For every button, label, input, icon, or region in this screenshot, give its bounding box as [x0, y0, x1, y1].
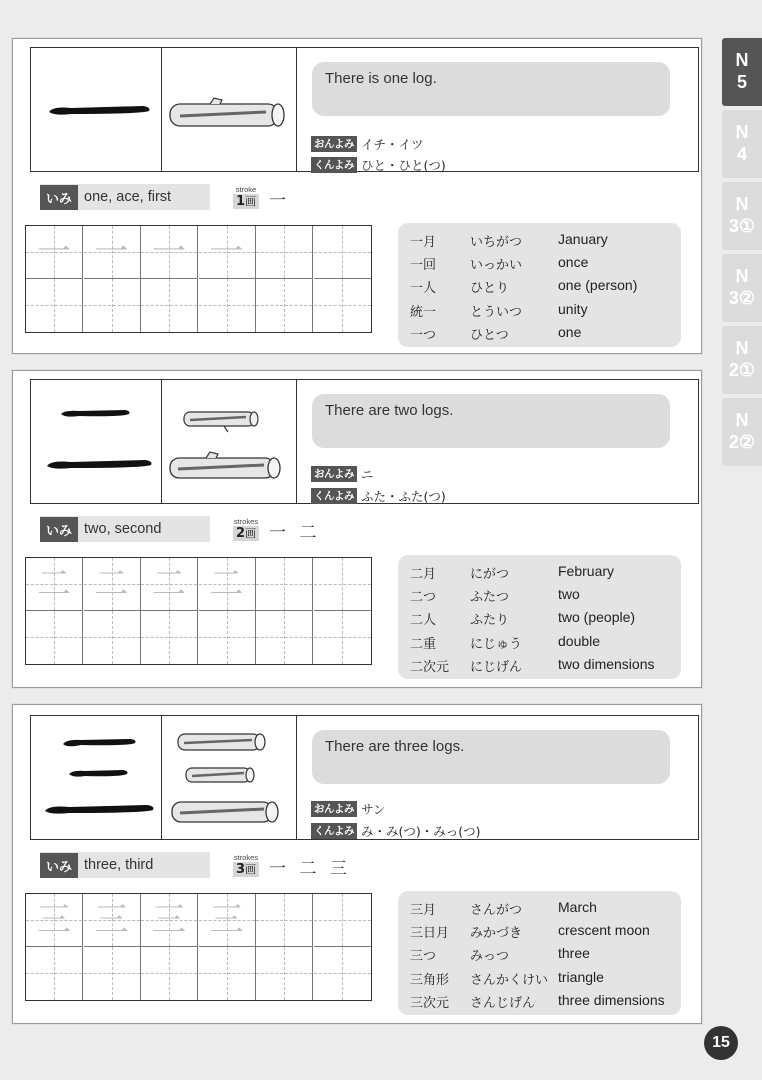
practice-grid[interactable] — [25, 893, 372, 1001]
trace-character: 三 — [37, 900, 71, 940]
trace-character: 二 — [94, 564, 129, 604]
log-icon — [162, 380, 296, 503]
kanji-brush-glyph — [31, 380, 162, 503]
onyomi-row — [311, 465, 374, 483]
tab-n3-1[interactable] — [722, 182, 762, 250]
trace-character: 一 — [94, 232, 129, 272]
onyomi-row — [311, 135, 424, 153]
practice-cell[interactable] — [314, 558, 371, 611]
onyomi-value: ニ — [361, 467, 374, 482]
kunyomi-row — [311, 156, 446, 174]
vocab-english: two dimensions — [558, 655, 655, 672]
brush-kanji-icon — [31, 716, 161, 839]
page-number: 15 — [704, 1026, 738, 1060]
vocab-kanji: 一人 — [410, 281, 437, 297]
practice-cell[interactable] — [256, 947, 313, 1000]
vocab-reading: さんかくけい — [470, 972, 549, 988]
stroke-count-label — [233, 518, 259, 541]
vocab-kanji: 二月 — [410, 567, 437, 582]
vocab-english: double — [558, 632, 601, 649]
vocab-english: March — [558, 899, 597, 915]
tab-label-bottom: 2② — [728, 432, 756, 452]
meaning-value: two, second — [84, 521, 162, 537]
brush-kanji-icon — [31, 48, 161, 171]
vocab-kanji: 統一 — [410, 304, 437, 320]
meaning-box — [40, 184, 210, 210]
vocab-reading: いっかい — [470, 258, 523, 274]
vocab-english: two (people) — [558, 609, 636, 626]
practice-cell[interactable] — [84, 894, 141, 947]
kanji-header-box — [30, 379, 699, 504]
stroke-sequence: 一 二 — [269, 523, 321, 543]
onyomi-value: イチ・イツ — [361, 137, 424, 152]
stroke-unit: 画 — [245, 527, 257, 540]
tab-n5[interactable] — [722, 38, 762, 106]
vocab-row — [410, 969, 604, 988]
practice-cell[interactable] — [256, 226, 313, 279]
example-sentence: There are three logs. — [312, 730, 670, 784]
vocab-kanji: 二重 — [410, 636, 437, 652]
practice-cell[interactable] — [256, 611, 313, 664]
practice-cell[interactable] — [141, 894, 198, 947]
tab-label-top: N — [735, 50, 749, 70]
vocab-reading: さんじげん — [470, 995, 536, 1011]
vocab-english: once — [558, 254, 589, 271]
tab-label-top: N — [735, 410, 749, 430]
stroke-unit: 画 — [245, 195, 257, 208]
vocab-row — [410, 922, 650, 941]
practice-cell[interactable] — [26, 894, 83, 947]
practice-cell[interactable] — [84, 947, 141, 1000]
vocab-row — [410, 899, 597, 918]
stroke-caption: strokes — [233, 853, 259, 862]
stroke-count-number: 3 — [236, 862, 246, 877]
example-sentence: There is one log. — [312, 62, 670, 116]
kunyomi-value: み・み(つ)・みっ(つ) — [361, 824, 481, 839]
kunyomi-tag: くんよみ — [311, 157, 357, 173]
vocab-english: three dimensions — [558, 991, 665, 1008]
practice-cell[interactable] — [141, 226, 198, 279]
vocab-row — [410, 586, 580, 605]
vocab-kanji: 三つ — [410, 949, 437, 965]
vocab-list — [398, 891, 681, 1015]
tab-label-bottom: 3② — [728, 288, 756, 308]
trace-character: 二 — [37, 564, 71, 604]
practice-cell[interactable] — [314, 611, 371, 664]
onyomi-value: サン — [361, 802, 386, 817]
vocab-reading: にじゅう — [470, 636, 523, 652]
vocab-english: one — [558, 323, 582, 340]
vocab-reading: みっつ — [470, 949, 510, 965]
trace-character: 一 — [209, 232, 244, 272]
vocab-reading: いちがつ — [470, 235, 523, 250]
practice-cell[interactable] — [256, 279, 313, 332]
log-illustration — [162, 48, 297, 171]
tab-label-bottom: 4 — [736, 144, 747, 164]
trace-character: 三 — [94, 900, 129, 940]
practice-cell[interactable] — [26, 947, 83, 1000]
vocab-english: unity — [558, 300, 588, 317]
vocab-kanji: 二人 — [410, 613, 437, 629]
meaning-tag: いみ — [40, 517, 78, 542]
trace-character: 三 — [209, 900, 244, 940]
vocab-kanji: 一月 — [410, 235, 437, 250]
stroke-count-number: 2 — [236, 526, 246, 541]
vocab-reading: さんがつ — [470, 903, 523, 918]
vocab-row — [410, 277, 637, 296]
kanji-header-box — [30, 47, 699, 172]
stroke-info — [233, 854, 351, 877]
tab-n2-1[interactable] — [722, 326, 762, 394]
tab-label-bottom: 5 — [736, 72, 747, 92]
vocab-english: crescent moon — [558, 922, 650, 939]
kanji-brush-glyph — [31, 48, 162, 171]
trace-character: 一 — [152, 232, 186, 272]
vocab-list — [398, 555, 681, 679]
vocab-reading: ふたつ — [470, 590, 510, 606]
kunyomi-tag: くんよみ — [311, 823, 357, 839]
vocab-kanji: 三角形 — [410, 972, 450, 988]
vocab-row — [410, 633, 600, 652]
stroke-info — [233, 518, 320, 541]
practice-cell[interactable] — [199, 611, 256, 664]
meaning-box — [40, 516, 210, 542]
vocab-kanji: 三月 — [410, 903, 437, 918]
vocab-reading: みかづき — [470, 926, 523, 942]
practice-cell[interactable] — [199, 558, 256, 611]
vocab-row — [410, 609, 635, 628]
vocab-english: one (person) — [558, 277, 638, 294]
vocab-reading: ひとり — [470, 281, 510, 297]
vocab-list — [398, 223, 681, 347]
vocab-reading: ひとつ — [470, 327, 509, 343]
meaning-tag: いみ — [40, 853, 78, 878]
kanji-brush-glyph — [31, 716, 162, 839]
practice-cell[interactable] — [314, 226, 371, 279]
brush-kanji-icon — [31, 380, 161, 503]
vocab-english: January — [558, 231, 608, 247]
practice-cell[interactable] — [314, 894, 371, 947]
onyomi-row — [311, 800, 385, 818]
log-icon — [162, 716, 296, 839]
tab-n2-2[interactable] — [722, 398, 762, 466]
vocab-kanji: 一回 — [410, 258, 437, 274]
trace-character: 三 — [152, 900, 186, 940]
vocab-kanji: 三日月 — [410, 926, 450, 942]
practice-cell[interactable] — [256, 558, 313, 611]
practice-cell[interactable] — [141, 947, 198, 1000]
kanji-card-2 — [12, 370, 702, 688]
vocab-row — [410, 231, 608, 250]
stroke-sequence: 一 二 三 — [269, 859, 351, 879]
vocab-kanji: 三次元 — [410, 995, 450, 1011]
kanji-card-1 — [12, 38, 702, 354]
meaning-box — [40, 852, 210, 878]
log-icon — [162, 48, 296, 171]
vocab-kanji: 二つ — [410, 590, 437, 606]
kunyomi-value: ふた・ふた(つ) — [361, 489, 446, 504]
log-illustration — [162, 716, 297, 839]
stroke-count-label — [233, 186, 259, 209]
practice-cell[interactable] — [26, 279, 83, 332]
onyomi-tag: おんよみ — [311, 136, 357, 152]
tab-label-top: N — [735, 266, 749, 286]
example-sentence: There are two logs. — [312, 394, 670, 448]
trace-character: 一 — [37, 232, 71, 272]
stroke-sequence: 一 — [269, 191, 291, 211]
vocab-english: three — [558, 945, 590, 962]
practice-cell[interactable] — [141, 611, 198, 664]
stroke-unit: 画 — [245, 863, 257, 876]
vocab-english: triangle — [558, 968, 604, 985]
meaning-tag: いみ — [40, 185, 78, 210]
tab-label-bottom: 2① — [728, 360, 756, 380]
vocab-reading: ふたり — [470, 613, 510, 629]
onyomi-tag: おんよみ — [311, 466, 357, 482]
practice-cell[interactable] — [26, 226, 83, 279]
practice-cell[interactable] — [314, 279, 371, 332]
stroke-caption: stroke — [235, 185, 257, 194]
stroke-count — [233, 526, 259, 541]
tab-n3-2[interactable] — [722, 254, 762, 322]
kanji-card-3 — [12, 704, 702, 1024]
trace-character: 二 — [209, 564, 244, 604]
tab-n4[interactable] — [722, 110, 762, 178]
stroke-count — [233, 862, 259, 877]
meaning-value: three, third — [84, 857, 154, 873]
vocab-reading: にがつ — [470, 567, 510, 582]
stroke-info — [233, 186, 290, 209]
kunyomi-tag: くんよみ — [311, 488, 357, 504]
vocab-english: two — [558, 586, 580, 603]
meaning-value: one, ace, first — [84, 189, 172, 205]
practice-cell[interactable] — [141, 558, 198, 611]
vocab-english: February — [558, 563, 615, 579]
practice-grid[interactable] — [25, 557, 372, 665]
kanji-header-box — [30, 715, 699, 840]
vocab-row — [410, 656, 655, 675]
vocab-row — [410, 992, 665, 1011]
stroke-count — [233, 194, 259, 209]
practice-cell[interactable] — [199, 279, 256, 332]
onyomi-tag: おんよみ — [311, 801, 357, 817]
practice-cell[interactable] — [314, 947, 371, 1000]
practice-cell[interactable] — [26, 558, 83, 611]
practice-cell[interactable] — [26, 611, 83, 664]
vocab-row — [410, 254, 588, 273]
stroke-count-number: 1 — [236, 194, 246, 209]
vocab-row — [410, 324, 581, 343]
log-illustration — [162, 380, 297, 503]
practice-cell[interactable] — [84, 611, 141, 664]
vocab-reading: にじげん — [470, 659, 523, 675]
tab-label-top: N — [735, 194, 749, 214]
practice-cell[interactable] — [256, 894, 313, 947]
tab-label-top: N — [735, 338, 749, 358]
kunyomi-row — [311, 487, 446, 505]
practice-cell[interactable] — [84, 558, 141, 611]
vocab-row — [410, 301, 588, 320]
practice-cell[interactable] — [199, 894, 256, 947]
vocab-reading: とういつ — [470, 304, 523, 320]
tab-label-bottom: 3① — [728, 216, 756, 236]
kunyomi-row — [311, 822, 481, 840]
practice-cell[interactable] — [199, 226, 256, 279]
stroke-count-label — [233, 854, 259, 877]
vocab-row — [410, 945, 590, 964]
practice-cell[interactable] — [84, 226, 141, 279]
vocab-row — [410, 563, 614, 582]
practice-grid[interactable] — [25, 225, 372, 333]
practice-cell[interactable] — [199, 947, 256, 1000]
practice-cell[interactable] — [141, 279, 198, 332]
vocab-kanji: 二次元 — [410, 659, 450, 675]
trace-character: 二 — [152, 564, 186, 604]
tab-label-top: N — [735, 122, 749, 142]
practice-cell[interactable] — [84, 279, 141, 332]
vocab-kanji: 一つ — [410, 327, 437, 343]
kunyomi-value: ひと・ひと(つ) — [361, 158, 446, 173]
stroke-caption: strokes — [233, 517, 259, 526]
